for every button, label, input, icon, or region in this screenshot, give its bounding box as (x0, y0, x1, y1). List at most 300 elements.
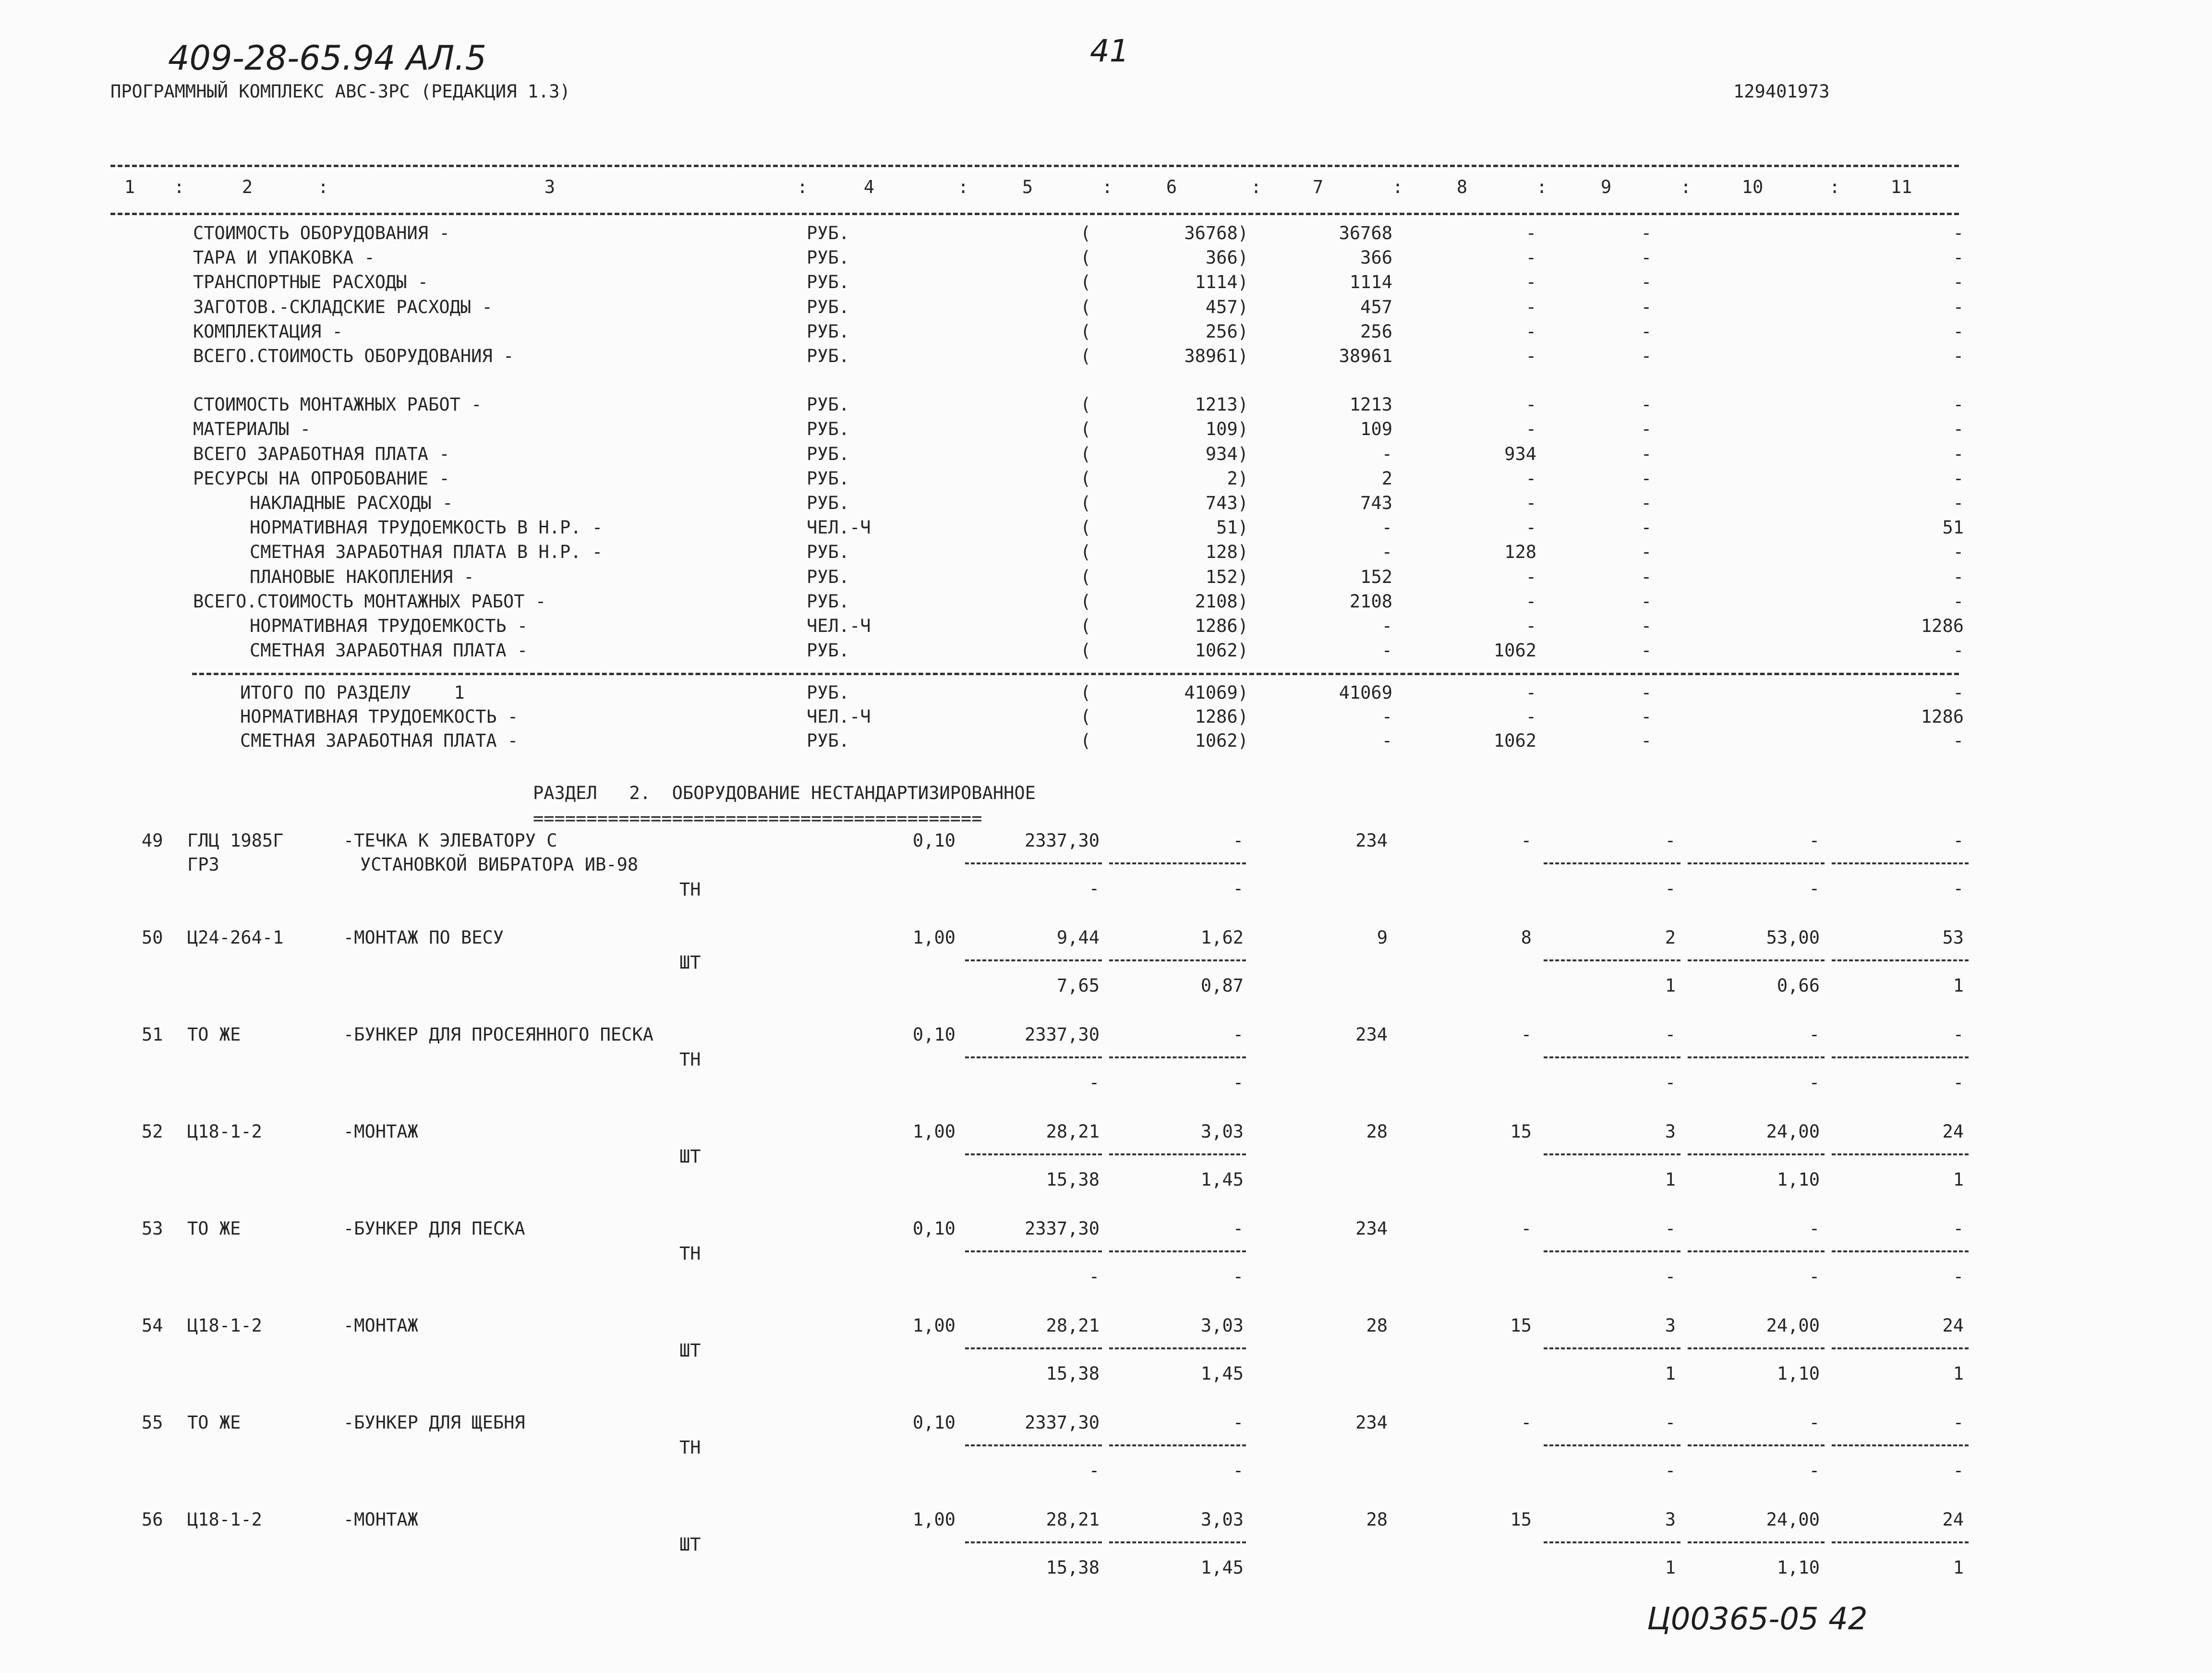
item-col7: 234 (1355, 1024, 1388, 1045)
item-col6: - (1233, 1218, 1244, 1239)
item-col11: - (1953, 1412, 1964, 1433)
summary-label: ТАРА И УПАКОВКА - (193, 247, 375, 268)
item-col9: - (1665, 830, 1676, 851)
item-sub-col6: - (1233, 1072, 1244, 1093)
item-quantity: 1,00 (912, 1509, 955, 1530)
item-rule-col5 (965, 1541, 1102, 1543)
item-rule-col11 (1832, 1153, 1969, 1155)
item-rule-col5 (965, 862, 1102, 864)
item-col11: 53 (1942, 927, 1964, 948)
item-col11: 24 (1942, 1509, 1964, 1530)
summary-value-col7: 41069 (1339, 682, 1392, 703)
item-price: 2337,30 (1025, 1024, 1100, 1045)
summary-unit: РУБ. (807, 296, 850, 317)
item-rule-col11 (1832, 1541, 1969, 1543)
item-rule-col5 (965, 1153, 1102, 1155)
item-sub-col9: - (1665, 1266, 1676, 1287)
summary-label: НАКЛАДНЫЕ РАСХОДЫ - (250, 493, 453, 513)
summary-label: СМЕТНАЯ ЗАРАБОТНАЯ ПЛАТА - (240, 730, 519, 751)
item-rule-col9 (1544, 1541, 1680, 1543)
item-sub-col6: 0,87 (1200, 975, 1244, 996)
handwritten-footer-code: Ц00365-05 42 (1647, 1601, 1868, 1637)
summary-value-col8: - (1525, 566, 1536, 587)
item-sub-col6: - (1233, 878, 1244, 899)
item-col10: 24,00 (1766, 1509, 1820, 1530)
item-description: -БУНКЕР ДЛЯ ПЕСКА (343, 1218, 525, 1239)
summary-value-col7: - (1381, 706, 1392, 727)
item-col8: 15 (1510, 1509, 1532, 1530)
item-col9: 2 (1665, 927, 1676, 948)
summary-value-col8: - (1525, 346, 1536, 366)
section-underline: ========================================== (533, 813, 982, 824)
column-separator: : (797, 177, 808, 197)
summary-value-col6: 2) (1227, 468, 1248, 489)
summary-label: ВСЕГО ЗАРАБОТНАЯ ПЛАТА - (193, 443, 450, 464)
item-col8: - (1521, 830, 1532, 851)
column-separator: : (1829, 177, 1840, 197)
summary-value-col6: 1114) (1195, 272, 1248, 293)
item-sub-col5: - (1088, 1460, 1100, 1481)
item-number: 54 (142, 1315, 163, 1336)
item-quantity: 1,00 (912, 927, 955, 948)
item-col6: 3,03 (1200, 1315, 1244, 1336)
item-col7: 28 (1366, 1509, 1388, 1530)
item-rule-col10 (1688, 1056, 1825, 1058)
summary-value-col8: 1062 (1493, 730, 1536, 751)
summary-value-col11: - (1953, 321, 1964, 342)
item-rule-col9 (1544, 959, 1680, 961)
item-col8: 15 (1510, 1121, 1532, 1142)
column-number: 5 (1022, 177, 1033, 197)
item-col9: - (1665, 1412, 1676, 1433)
item-col8: - (1521, 1024, 1532, 1045)
item-code: Ц18-1-2 (187, 1315, 262, 1336)
item-sub-col6: 1,45 (1200, 1557, 1244, 1578)
item-description: -БУНКЕР ДЛЯ ЩЕБНЯ (343, 1412, 525, 1433)
summary-value-col9: - (1641, 394, 1652, 415)
summary-value-col6: 41069) (1184, 682, 1248, 703)
summary-unit: ЧЕЛ.-Ч (807, 616, 871, 636)
item-col9: - (1665, 1218, 1676, 1239)
item-sub-col6: - (1233, 1266, 1244, 1287)
summary-unit: РУБ. (807, 223, 850, 243)
item-price: 2337,30 (1025, 1412, 1100, 1433)
item-rule-col10 (1688, 1541, 1825, 1543)
item-quantity: 0,10 (912, 1218, 955, 1239)
item-rule-col6 (1109, 1444, 1246, 1446)
summary-value-col9: - (1641, 591, 1652, 612)
summary-unit: РУБ. (807, 493, 850, 513)
summary-value-col6: 109) (1205, 419, 1248, 440)
item-description: -МОНТАЖ ПО ВЕСУ (343, 927, 504, 948)
item-description: -МОНТАЖ (343, 1315, 418, 1336)
item-price: 28,21 (1046, 1315, 1100, 1336)
summary-label: СМЕТНАЯ ЗАРАБОТНАЯ ПЛАТА В Н.Р. - (250, 542, 603, 563)
paren-open: ( (1080, 591, 1091, 612)
summary-value-col8: - (1525, 493, 1536, 513)
item-sub-col10: - (1809, 1072, 1820, 1093)
item-price: 2337,30 (1025, 830, 1100, 851)
item-sub-col10: 1,10 (1777, 1557, 1820, 1578)
item-rule-col6 (1109, 1250, 1246, 1252)
summary-value-col9: - (1641, 468, 1652, 489)
item-rule-col11 (1832, 862, 1969, 864)
summary-value-col7: 366 (1360, 247, 1392, 268)
item-price: 9,44 (1056, 927, 1100, 948)
item-sub-col11: - (1953, 1460, 1964, 1481)
summary-value-col7: - (1381, 443, 1392, 464)
item-col6: - (1233, 830, 1244, 851)
item-unit: ТН (679, 1437, 701, 1458)
item-quantity: 1,00 (912, 1315, 955, 1336)
header-bottom-rule (110, 213, 1959, 215)
summary-value-col8: - (1525, 591, 1536, 612)
column-separator: : (1392, 177, 1403, 197)
column-separator: : (958, 177, 969, 197)
summary-value-col7: 1114 (1349, 272, 1392, 293)
section-title: РАЗДЕЛ 2. ОБОРУДОВАНИЕ НЕСТАНДАРТИЗИРОВАННОЕ (533, 783, 1036, 803)
item-rule-col6 (1109, 1541, 1246, 1543)
summary-value-col8: - (1525, 419, 1536, 440)
summary-value-col7: - (1381, 517, 1392, 538)
item-sub-col10: - (1809, 1460, 1820, 1481)
paren-open: ( (1080, 682, 1091, 703)
summary-value-col8: - (1525, 223, 1536, 243)
item-rule-col5 (965, 1056, 1102, 1058)
item-rule-col9 (1544, 1056, 1680, 1058)
item-sub-col9: 1 (1665, 975, 1676, 996)
item-unit: ШТ (679, 1146, 701, 1167)
summary-value-col9: - (1641, 640, 1652, 661)
item-sub-col9: - (1665, 1460, 1676, 1481)
item-col11: 24 (1942, 1121, 1964, 1142)
item-col7: 9 (1377, 927, 1388, 948)
item-col9: 3 (1665, 1315, 1676, 1336)
summary-value-col6: 1286) (1195, 616, 1248, 636)
item-col10: - (1809, 830, 1820, 851)
item-col7: 234 (1355, 1412, 1388, 1433)
item-col10: - (1809, 1412, 1820, 1433)
summary-value-col11: - (1953, 443, 1964, 464)
item-col7: 28 (1366, 1315, 1388, 1336)
item-col6: - (1233, 1412, 1244, 1433)
item-sub-col9: 1 (1665, 1363, 1676, 1384)
summary-unit: РУБ. (807, 394, 850, 415)
summary-unit: РУБ. (807, 247, 850, 268)
item-rule-col9 (1544, 1250, 1680, 1252)
summary-value-col11: - (1953, 468, 1964, 489)
item-unit: ТН (679, 879, 701, 900)
summary-value-col6: 38961) (1184, 346, 1248, 366)
item-quantity: 1,00 (912, 1121, 955, 1142)
summary-value-col7: 743 (1360, 493, 1392, 513)
summary-value-col8: 128 (1504, 542, 1536, 563)
item-sub-col11: 1 (1953, 1169, 1964, 1190)
item-col11: 24 (1942, 1315, 1964, 1336)
summary-unit: РУБ. (807, 682, 850, 703)
summary-unit: РУБ. (807, 443, 850, 464)
item-col10: 24,00 (1766, 1315, 1820, 1336)
summary-value-col11: - (1953, 566, 1964, 587)
item-col6: - (1233, 1024, 1244, 1045)
summary-value-col7: 2108 (1349, 591, 1392, 612)
item-price: 2337,30 (1025, 1218, 1100, 1239)
summary-unit: ЧЕЛ.-Ч (807, 517, 871, 538)
summary-unit: РУБ. (807, 321, 850, 342)
summary-value-col11: - (1953, 247, 1964, 268)
item-rule-col6 (1109, 959, 1246, 961)
column-number: 1 (124, 177, 135, 197)
summary-value-col7: - (1381, 730, 1392, 751)
item-rule-col6 (1109, 1056, 1246, 1058)
totals-rule (192, 673, 1959, 675)
summary-value-col8: - (1525, 247, 1536, 268)
item-price: 28,21 (1046, 1121, 1100, 1142)
summary-label: РЕСУРСЫ НА ОПРОБОВАНИЕ - (193, 468, 450, 489)
summary-value-col9: - (1641, 706, 1652, 727)
summary-value-col9: - (1641, 566, 1652, 587)
summary-unit: РУБ. (807, 591, 850, 612)
summary-value-col8: - (1525, 272, 1536, 293)
column-separator: : (174, 177, 185, 197)
item-rule-col6 (1109, 1347, 1246, 1349)
item-sub-col10: - (1809, 1266, 1820, 1287)
summary-unit: РУБ. (807, 346, 850, 366)
column-number: 7 (1312, 177, 1324, 197)
item-rule-col5 (965, 1444, 1102, 1446)
summary-value-col11: - (1953, 542, 1964, 563)
item-rule-col10 (1688, 1250, 1825, 1252)
summary-unit: РУБ. (807, 730, 850, 751)
summary-value-col7: - (1381, 542, 1392, 563)
summary-label: НОРМАТИВНАЯ ТРУДОЕМКОСТЬ В Н.Р. - (250, 517, 603, 538)
item-number: 51 (142, 1024, 163, 1045)
header-top-rule (110, 165, 1959, 167)
summary-value-col8: - (1525, 468, 1536, 489)
column-separator: : (1102, 177, 1113, 197)
item-quantity: 0,10 (912, 1024, 955, 1045)
summary-value-col6: 366) (1205, 247, 1248, 268)
item-description: -БУНКЕР ДЛЯ ПРОСЕЯННОГО ПЕСКА (343, 1024, 654, 1045)
item-rule-col11 (1832, 1347, 1969, 1349)
item-code: Ц24-264-1 (187, 927, 284, 948)
item-number: 52 (142, 1121, 163, 1142)
item-sub-col10: 1,10 (1777, 1363, 1820, 1384)
summary-label: ИТОГО ПО РАЗДЕЛУ 1 (240, 682, 465, 703)
paren-open: ( (1080, 493, 1091, 513)
item-sub-col10: - (1809, 878, 1820, 899)
item-rule-col5 (965, 1347, 1102, 1349)
item-col11: - (1953, 1218, 1964, 1239)
summary-value-col7: 38961 (1339, 346, 1392, 366)
item-unit: ТН (679, 1049, 701, 1070)
summary-label: СМЕТНАЯ ЗАРАБОТНАЯ ПЛАТА - (250, 640, 528, 661)
paren-open: ( (1080, 321, 1091, 342)
summary-value-col11: 51 (1942, 517, 1964, 538)
item-quantity: 0,10 (912, 1412, 955, 1433)
paren-open: ( (1080, 517, 1091, 538)
summary-value-col11: - (1953, 296, 1964, 317)
paren-open: ( (1080, 223, 1091, 243)
summary-value-col9: - (1641, 493, 1652, 513)
summary-value-col8: 1062 (1493, 640, 1536, 661)
item-sub-col6: - (1233, 1460, 1244, 1481)
item-col8: 15 (1510, 1315, 1532, 1336)
summary-value-col11: - (1953, 493, 1964, 513)
item-sub-col6: 1,45 (1200, 1363, 1244, 1384)
item-col7: 234 (1355, 1218, 1388, 1239)
summary-unit: РУБ. (807, 419, 850, 440)
item-sub-col9: - (1665, 1072, 1676, 1093)
paren-open: ( (1080, 443, 1091, 464)
summary-value-col9: - (1641, 296, 1652, 317)
summary-value-col9: - (1641, 443, 1652, 464)
column-number: 11 (1890, 177, 1912, 197)
summary-value-col11: 1286 (1921, 616, 1964, 636)
item-number: 55 (142, 1412, 163, 1433)
item-col7: 28 (1366, 1121, 1388, 1142)
paren-open: ( (1080, 346, 1091, 366)
item-sub-col5: 15,38 (1046, 1169, 1100, 1190)
summary-value-col8: - (1525, 296, 1536, 317)
item-sub-col11: 1 (1953, 1557, 1964, 1578)
item-rule-col10 (1688, 1347, 1825, 1349)
handwritten-doc-code: 409-28-65.94 АЛ.5 (168, 38, 487, 78)
item-sub-col5: 7,65 (1056, 975, 1100, 996)
column-number: 8 (1456, 177, 1468, 197)
item-rule-col6 (1109, 1153, 1246, 1155)
summary-label: НОРМАТИВНАЯ ТРУДОЕМКОСТЬ - (240, 706, 519, 727)
program-header: ПРОГРАММНЫЙ КОМПЛЕКС АВС-3РС (РЕДАКЦИЯ 1.3) (110, 81, 570, 102)
summary-value-col9: - (1641, 682, 1652, 703)
summary-value-col6: 1213) (1195, 394, 1248, 415)
item-sub-col6: 1,45 (1200, 1169, 1244, 1190)
item-rule-col10 (1688, 1153, 1825, 1155)
item-col11: - (1953, 830, 1964, 851)
summary-value-col6: 934) (1205, 443, 1248, 464)
summary-value-col7: - (1381, 640, 1392, 661)
item-code: ТО ЖЕ (187, 1412, 241, 1433)
summary-value-col6: 1286) (1195, 706, 1248, 727)
item-sub-col5: - (1088, 878, 1100, 899)
item-sub-col11: - (1953, 878, 1964, 899)
summary-label: ПЛАНОВЫЕ НАКОПЛЕНИЯ - (250, 566, 474, 587)
summary-value-col6: 128) (1205, 542, 1248, 563)
column-number: 6 (1166, 177, 1177, 197)
summary-value-col8: - (1525, 682, 1536, 703)
summary-unit: РУБ. (807, 468, 850, 489)
item-sub-col10: 1,10 (1777, 1169, 1820, 1190)
summary-value-col6: 152) (1205, 566, 1248, 587)
column-separator: : (1680, 177, 1692, 197)
summary-value-col7: 109 (1360, 419, 1392, 440)
column-number: 9 (1600, 177, 1612, 197)
item-rule-col10 (1688, 959, 1825, 961)
summary-label: КОМПЛЕКТАЦИЯ - (193, 321, 343, 342)
summary-value-col7: 152 (1360, 566, 1392, 587)
item-col10: 24,00 (1766, 1121, 1820, 1142)
item-description: -МОНТАЖ (343, 1121, 418, 1142)
item-number: 53 (142, 1218, 163, 1239)
summary-unit: РУБ. (807, 640, 850, 661)
paren-open: ( (1080, 394, 1091, 415)
item-col8: - (1521, 1412, 1532, 1433)
item-rule-col11 (1832, 1444, 1969, 1446)
item-code: Ц18-1-2 (187, 1509, 262, 1530)
paren-open: ( (1080, 566, 1091, 587)
summary-label: ВСЕГО.СТОИМОСТЬ ОБОРУДОВАНИЯ - (193, 346, 514, 366)
item-unit: ШТ (679, 1534, 701, 1555)
handwritten-page-number: 41 (1090, 34, 1129, 69)
item-sub-col11: 1 (1953, 975, 1964, 996)
item-rule-col11 (1832, 1056, 1969, 1058)
item-rule-col6 (1109, 862, 1246, 864)
summary-value-col6: 1062) (1195, 640, 1248, 661)
summary-value-col11: - (1953, 346, 1964, 366)
summary-label: НОРМАТИВНАЯ ТРУДОЕМКОСТЬ - (250, 616, 528, 636)
item-number: 49 (142, 830, 163, 851)
item-rule-col10 (1688, 1444, 1825, 1446)
item-sub-col9: 1 (1665, 1169, 1676, 1190)
item-description: -МОНТАЖ (343, 1509, 418, 1530)
item-rule-col9 (1544, 1444, 1680, 1446)
summary-label: СТОИМОСТЬ ОБОРУДОВАНИЯ - (193, 223, 450, 243)
summary-value-col11: - (1953, 419, 1964, 440)
item-code-line2: ГРЗ (187, 854, 219, 875)
summary-value-col6: 51) (1216, 517, 1248, 538)
summary-label: МАТЕРИАЛЫ - (193, 419, 311, 440)
item-col10: - (1809, 1024, 1820, 1045)
summary-value-col9: - (1641, 321, 1652, 342)
summary-value-col8: 934 (1504, 443, 1536, 464)
summary-value-col6: 2108) (1195, 591, 1248, 612)
summary-value-col8: - (1525, 321, 1536, 342)
summary-value-col9: - (1641, 272, 1652, 293)
item-unit: ТН (679, 1243, 701, 1264)
item-sub-col11: - (1953, 1072, 1964, 1093)
column-separator: : (1536, 177, 1547, 197)
item-price: 28,21 (1046, 1509, 1100, 1530)
item-description: -ТЕЧКА К ЭЛЕВАТОРУ С (343, 830, 557, 851)
summary-label: ЗАГОТОВ.-СКЛАДСКИЕ РАСХОДЫ - (193, 296, 493, 317)
item-rule-col11 (1832, 1250, 1969, 1252)
summary-unit: РУБ. (807, 542, 850, 563)
item-col10: - (1809, 1218, 1820, 1239)
summary-value-col6: 36768) (1184, 223, 1248, 243)
item-rule-col9 (1544, 1347, 1680, 1349)
summary-value-col6: 256) (1205, 321, 1248, 342)
item-rule-col5 (965, 1250, 1102, 1252)
summary-value-col7: 2 (1381, 468, 1392, 489)
item-col9: 3 (1665, 1121, 1676, 1142)
summary-value-col7: - (1381, 616, 1392, 636)
item-quantity: 0,10 (912, 830, 955, 851)
summary-label: ТРАНСПОРТНЫЕ РАСХОДЫ - (193, 272, 429, 293)
summary-value-col6: 1062) (1195, 730, 1248, 751)
item-sub-col5: 15,38 (1046, 1557, 1100, 1578)
item-code: ГЛЦ 1985Г (187, 830, 284, 851)
summary-value-col6: 457) (1205, 296, 1248, 317)
summary-value-col11: 1286 (1921, 706, 1964, 727)
column-number: 10 (1741, 177, 1764, 197)
document-code: 129401973 (1733, 81, 1830, 102)
summary-value-col9: - (1641, 223, 1652, 243)
summary-value-col8: - (1525, 394, 1536, 415)
column-separator: : (318, 177, 329, 197)
item-sub-col11: - (1953, 1266, 1964, 1287)
summary-value-col11: - (1953, 730, 1964, 751)
item-col9: - (1665, 1024, 1676, 1045)
